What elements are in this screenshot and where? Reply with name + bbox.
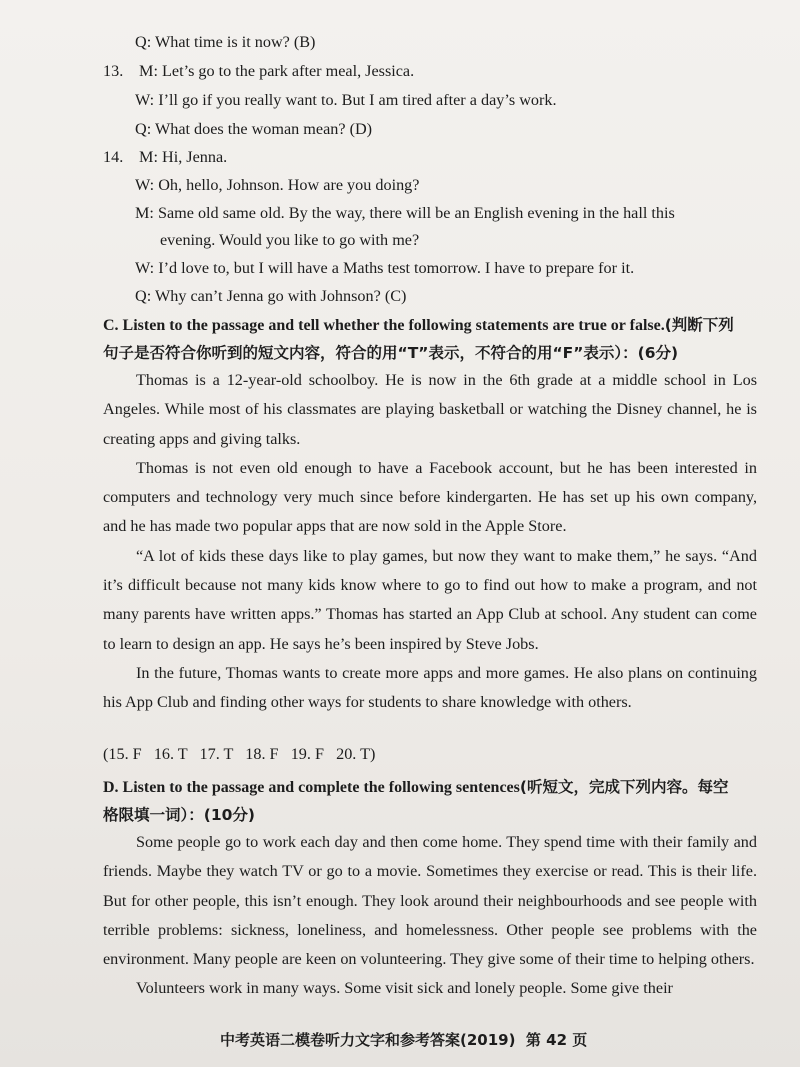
- speaker-label: Q:: [135, 33, 152, 51]
- passage-paragraph: Thomas is not even old enough to have a Facebook account, but he has been interested in computers and technology very much since before kindergarten. He has set up his own company, and he has made two popular apps that are now sold in the Apple Store.: [103, 458, 757, 536]
- passage-paragraph: Volunteers work in many ways. Some visit sick and lonely people. Some give their: [136, 979, 673, 998]
- section-c-answers: [103, 743, 375, 765]
- dialogue-line: [135, 118, 372, 140]
- section-d-passage: [103, 828, 757, 1004]
- section-c-heading: [103, 314, 734, 337]
- passage-paragraph: “A lot of kids these days like to play games, but now they want to make them,” he says. “And it’s difficult because not many kids know where to go to find out how to make a program, and not many parents have written apps.” Thomas has started an App Club at school. Any student can come to learn to design an app. He says he’s been inspired by Steve Jobs.: [103, 546, 757, 653]
- answer-key: (15. F 16. T 17. T 18. F 19. F 20. T): [103, 745, 376, 763]
- section-d-heading-cn: (听短文，完成下列内容。每空: [519, 778, 729, 796]
- passage-paragraph: In the future, Thomas wants to create more apps and more games. He also plans on continuing his App Club and finding other ways for students to share knowledge with others.: [103, 663, 757, 712]
- section-c-passage: [103, 366, 757, 718]
- passage-paragraph: Some people go to work each day and then come home. They spend time with their family and friends. Maybe they watch TV or go to a movie. Sometimes they exercise or read. This is their life. But for other people, this isn’t enough. They look around their neighbourhoods and see people with terrible problems: sickness, loneliness, and homelessness. Other people see problems with the environment. Many people are keen on volunteering. They give some of their time to helping others.: [103, 833, 757, 969]
- speaker-label: W:: [135, 176, 155, 194]
- dialogue-text: evening. Would you like to go with me?: [160, 231, 420, 249]
- section-d-heading-line2: [103, 804, 255, 826]
- page-footer: 中考英语二模卷听力文字和参考答案(2019) 第 42 页: [220, 1031, 588, 1049]
- dialogue-text: Why can’t Jenna go with Johnson? (C): [154, 287, 407, 305]
- section-d-heading: [103, 776, 728, 799]
- section-c-heading-line2: [103, 342, 678, 364]
- passage-paragraph: Thomas is a 12-year-old schoolboy. He is now in the 6th grade at a middle school in Los Angeles. While most of his classmates are playing basketball or watching the Disney channel, he is creating apps and giving talks.: [103, 371, 757, 448]
- dialogue-line: [160, 229, 419, 251]
- dialogue-text: Hi, Jenna.: [162, 148, 228, 166]
- section-c-heading-en: C. Listen to the passage and tell whether the following statements are true or false.: [103, 317, 665, 334]
- dialogue-text: What time is it now? (B): [154, 33, 316, 51]
- speaker-label: W:: [135, 91, 155, 109]
- dialogue-line: [135, 202, 675, 224]
- dialogue-text: What does the woman mean? (D): [154, 120, 373, 138]
- dialogue-line: [135, 31, 315, 53]
- dialogue-line: [135, 174, 419, 196]
- dialogue-line: [103, 60, 414, 82]
- dialogue-line: [135, 257, 634, 279]
- section-c-heading-cn: (判断下列: [664, 316, 734, 334]
- dialogue-line: [135, 89, 557, 111]
- dialogue-text: I’ll go if you really want to. But I am tired after a day’s work.: [158, 91, 557, 109]
- section-c-instructions: 句子是否符合你听到的短文内容，符合的用“T”表示，不符合的用“F”表示）：(6分): [103, 344, 679, 362]
- speaker-label: M:: [135, 204, 154, 222]
- dialogue-line: [135, 285, 406, 307]
- dialogue-text: Same old same old. By the way, there will be an English evening in the hall this: [157, 204, 675, 222]
- speaker-label: Q:: [135, 120, 152, 138]
- section-d-heading-en: D. Listen to the passage and complete the following sentences: [103, 779, 520, 796]
- speaker-label: M:: [139, 148, 158, 166]
- speaker-label: M:: [139, 62, 158, 80]
- dialogue-text: I’d love to, but I will have a Maths test tomorrow. I have to prepare for it.: [158, 259, 635, 277]
- speaker-label: W:: [135, 259, 155, 277]
- speaker-label: Q:: [135, 287, 152, 305]
- dialogue-text: Oh, hello, Johnson. How are you doing?: [158, 176, 420, 194]
- dialogue-text: Let’s go to the park after meal, Jessica.: [162, 62, 415, 80]
- item-number: 14.: [103, 148, 124, 166]
- dialogue-line: [103, 146, 227, 168]
- item-number: 13.: [103, 62, 124, 80]
- section-d-instructions: 格限填一词）：(10分): [103, 806, 255, 824]
